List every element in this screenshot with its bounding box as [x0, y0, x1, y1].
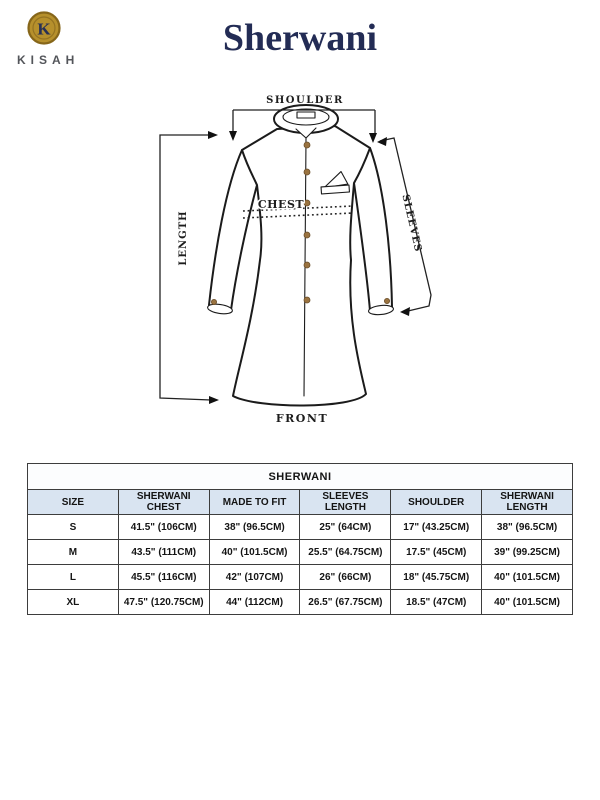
col-header-sherwani-chest: SHERWANI CHEST: [118, 490, 209, 515]
size-chart-table: [27, 463, 573, 615]
front-label: FRONT: [275, 412, 329, 425]
table-row-m: [28, 540, 573, 565]
table-header-row: [28, 490, 573, 515]
table-cell: 26.5" (67.75CM): [300, 590, 391, 615]
table-cell: 17.5" (45CM): [391, 540, 482, 565]
col-header-size: SIZE: [28, 490, 119, 515]
table-cell: 40" (101.5CM): [482, 565, 573, 590]
page-title: Sherwani: [222, 17, 378, 59]
table-cell: 25.5" (64.75CM): [300, 540, 391, 565]
shoulder-label: SHOULDER: [266, 95, 344, 106]
col-header-shoulder: SHOULDER: [391, 490, 482, 515]
table-row-xl: [28, 590, 573, 615]
length-measure: [160, 131, 219, 404]
table-cell: 40" (101.5CM): [482, 590, 573, 615]
table-cell: 45.5" (116CM): [118, 565, 209, 590]
table-cell: 41.5" (106CM): [118, 515, 209, 540]
table-row-l: [28, 565, 573, 590]
table-cell: 17" (43.25CM): [391, 515, 482, 540]
table-cell: 25" (64CM): [300, 515, 391, 540]
table-cell: 38" (96.5CM): [482, 515, 573, 540]
col-header-sherwani-length: SHERWANI LENGTH: [482, 490, 573, 515]
table-cell: 43.5" (111CM): [118, 540, 209, 565]
table-cell: 42" (107CM): [209, 565, 300, 590]
table-cell: 26" (66CM): [300, 565, 391, 590]
brand-name: KISAH: [17, 53, 80, 67]
right-cuff-button: [384, 298, 389, 303]
table-cell: L: [28, 565, 119, 590]
svg-text:K: K: [37, 19, 51, 39]
table-cell: 47.5" (120.75CM): [118, 590, 209, 615]
col-header-sleeves-length: SLEEVES LENGTH: [300, 490, 391, 515]
collar-tag: [297, 112, 315, 118]
chest-label: CHEST: [257, 198, 305, 211]
table-cell: M: [28, 540, 119, 565]
table-cell: 18.5" (47CM): [391, 590, 482, 615]
table-cell: 40" (101.5CM): [209, 540, 300, 565]
table-cell: 44" (112CM): [209, 590, 300, 615]
col-header-made-to-fit: MADE TO FIT: [209, 490, 300, 515]
left-cuff-button: [211, 299, 216, 304]
table-cell: 39" (99.25CM): [482, 540, 573, 565]
table-title: SHERWANI: [28, 464, 573, 490]
garment-outline: [207, 105, 394, 406]
table-row-s: [28, 515, 573, 540]
table-cell: 18" (45.75CM): [391, 565, 482, 590]
sherwani-diagram: [130, 88, 470, 440]
table-cell: S: [28, 515, 119, 540]
table-cell: 38" (96.5CM): [209, 515, 300, 540]
sleeves-label: SLEEVES: [399, 193, 424, 254]
length-label: LENGTH: [178, 210, 189, 266]
table-cell: XL: [28, 590, 119, 615]
